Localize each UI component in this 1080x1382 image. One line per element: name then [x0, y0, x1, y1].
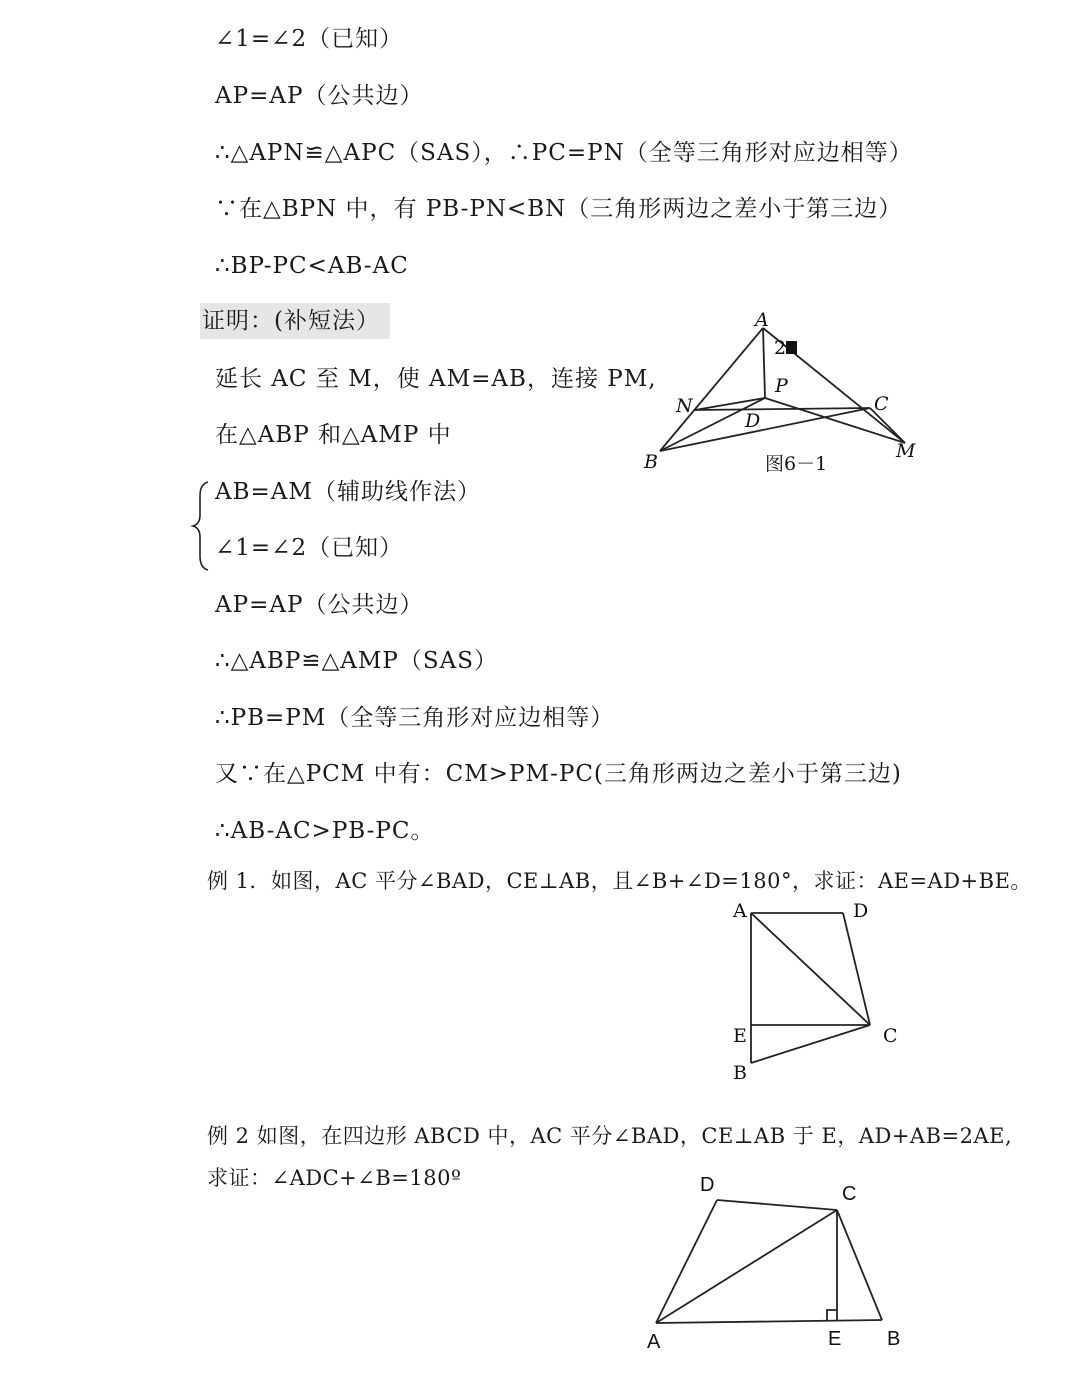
ex1-label-E: E [733, 1025, 747, 1047]
ex2-label-A: A [647, 1331, 661, 1353]
segment-AD [763, 328, 765, 398]
proof2-heading-text: 证明：(补短法） [202, 308, 380, 334]
proof1-line-3: ∴△APN≌△APC（SAS），∴PC=PN（全等三角形对应边相等） [215, 140, 913, 166]
fig1-label-N: N [676, 395, 693, 417]
ex2-label-B: B [887, 1328, 901, 1350]
ex2-label-D: D [700, 1174, 715, 1196]
segment-AC [751, 913, 870, 1025]
fig1-label-M: M [896, 440, 916, 462]
fig1-label-B: B [644, 451, 658, 473]
angle-marker [786, 341, 797, 354]
example1-text: 例 1．如图，AC 平分∠BAD，CE⊥AB，且∠B+∠D=180°，求证：AE=AD+BE。 [207, 869, 1032, 893]
proof2-line-8: 又∵在△PCM 中有：CM>PM-PC(三角形两边之差小于第三边) [215, 761, 902, 787]
proof2-line-7: ∴PB=PM（全等三角形对应边相等） [215, 705, 615, 731]
proof2-line-6: ∴△ABP≌△AMP（SAS） [215, 648, 499, 674]
example1-figure [751, 913, 870, 1063]
ex1-label-C: C [883, 1025, 898, 1047]
proof1-line-2: AP=AP（公共边） [215, 83, 424, 109]
example2-line-1: 例 2 如图，在四边形 ABCD 中，AC 平分∠BAD，CE⊥AB 于 E，AD+AB=2AE, [207, 1124, 1013, 1148]
example2-figure [656, 1200, 882, 1323]
fig1-caption: 图6－1 [765, 453, 828, 475]
fig1-label-D: D [745, 410, 761, 432]
segment-NC [695, 408, 870, 410]
proof1-line-5: ∴BP-PC<AB-AC [215, 253, 409, 279]
segment-BC [751, 1025, 870, 1063]
proof2-line-1: 延长 AC 至 M，使 AM=AB，连接 PM, [215, 366, 657, 392]
ex2-label-E: E [828, 1328, 842, 1350]
segment-DC [843, 913, 870, 1025]
segment-CB [837, 1210, 882, 1320]
segment-DC [717, 1200, 837, 1210]
fig1-label-P: P [775, 375, 788, 397]
proof2-line-4: ∠1=∠2（已知） [215, 535, 404, 561]
right-angle-marker [827, 1310, 837, 1321]
proof2-line-9: ∴AB-AC>PB-PC。 [215, 818, 435, 844]
ex1-label-A: A [733, 900, 747, 922]
ex1-label-D: D [853, 900, 869, 922]
fig1-label-C: C [874, 393, 889, 415]
proof1-line-1: ∠1=∠2（已知） [215, 26, 404, 52]
proof2-line-3: AB=AM（辅助线作法） [215, 479, 481, 505]
fig1-label-A: A [755, 309, 769, 331]
proof2-line-5: AP=AP（公共边） [215, 592, 424, 618]
example2-line-2: 求证：∠ADC+∠B=180º [207, 1166, 462, 1190]
proof1-line-4: ∵在△BPN 中，有 PB-PN<BN（三角形两边之差小于第三边） [215, 196, 903, 222]
segment-AB [656, 1320, 882, 1323]
ex2-label-C: C [842, 1183, 857, 1205]
ex1-label-B: B [733, 1062, 747, 1084]
fig1-label-angle-2: 2 [774, 337, 787, 359]
brace [193, 482, 208, 570]
proof2-line-2: 在△ABP 和△AMP 中 [215, 422, 452, 448]
